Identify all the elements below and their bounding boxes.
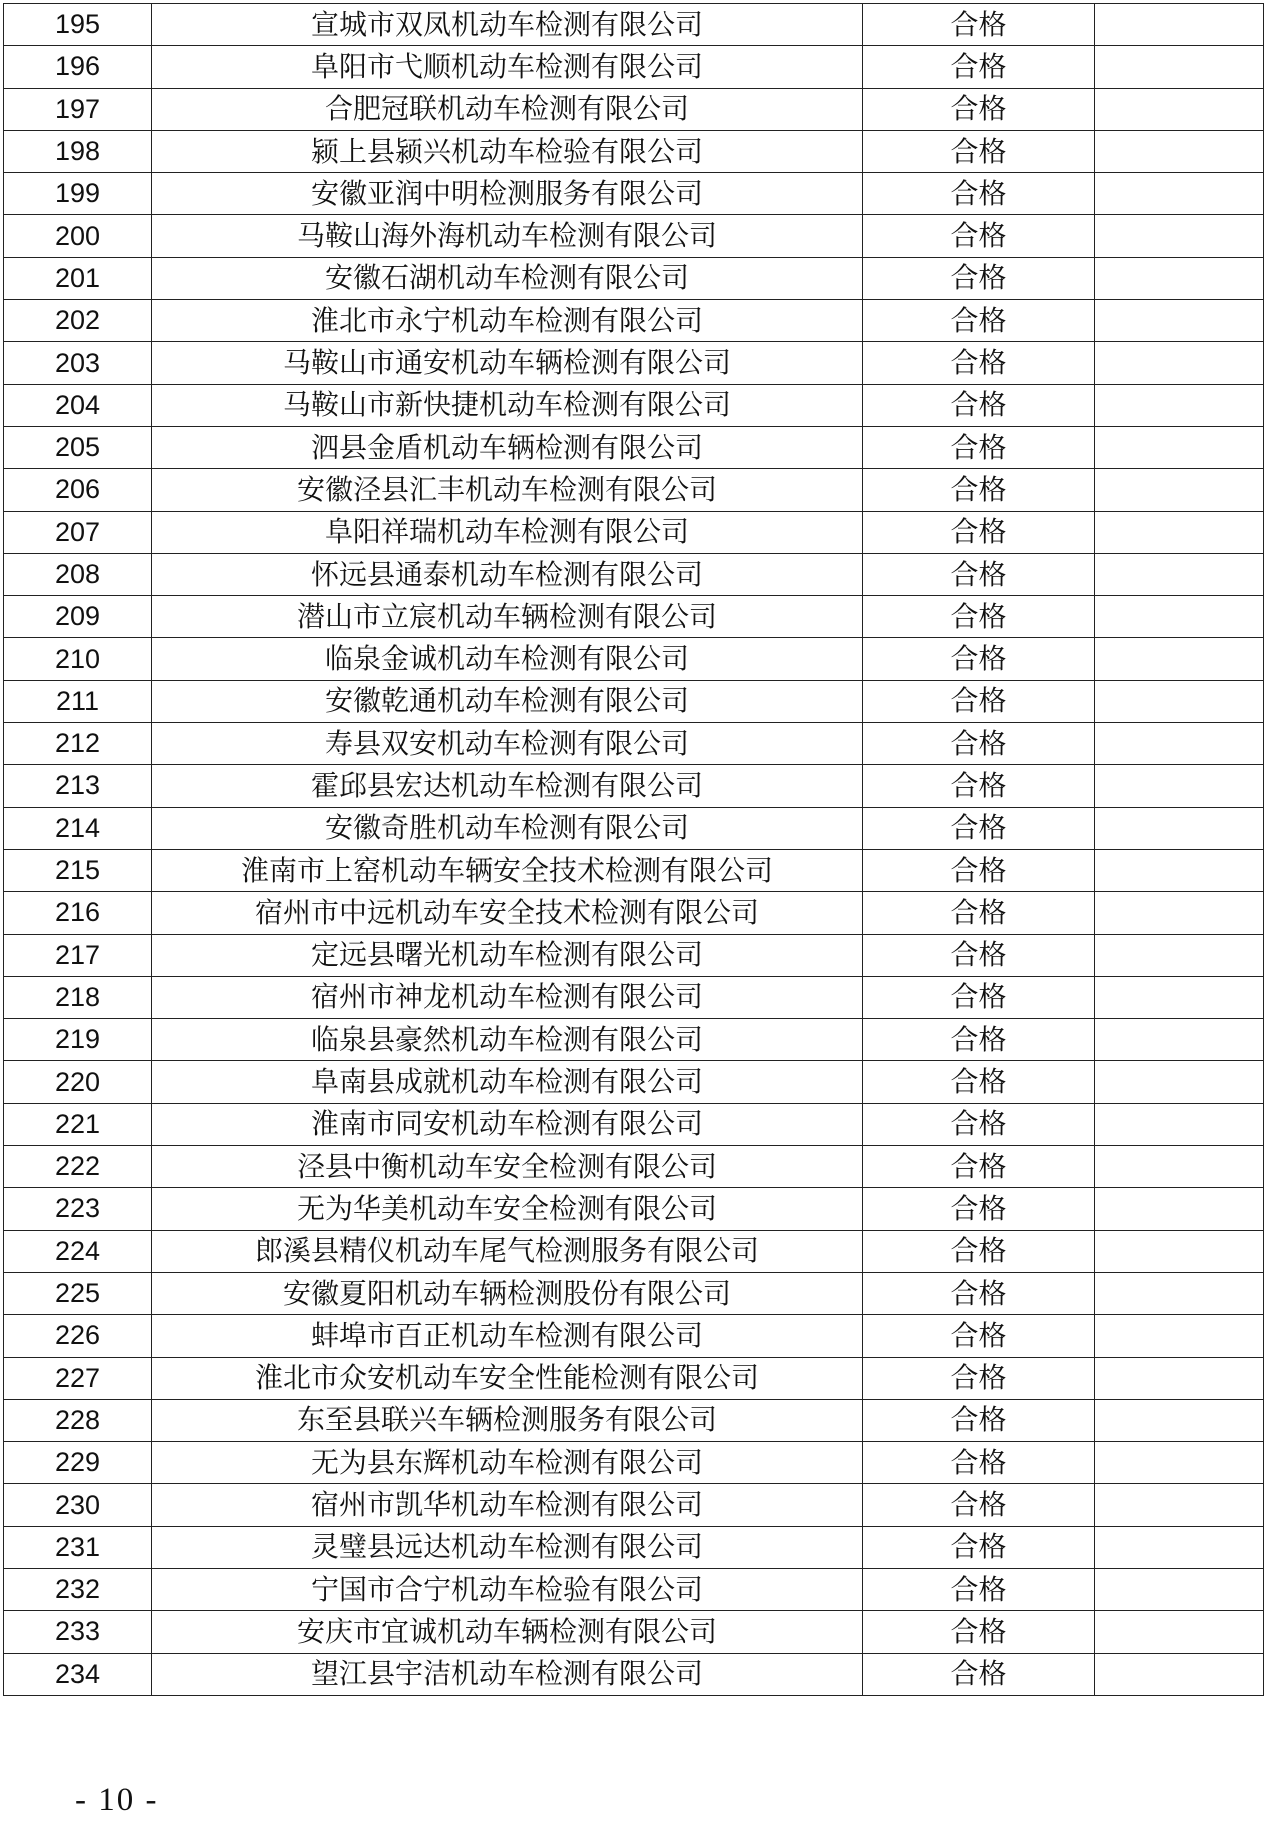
company-name-cell: 阜阳市弋顺机动车检测有限公司 [152,46,863,88]
remark-cell [1095,469,1264,511]
result-cell: 合格 [863,1611,1095,1653]
remark-cell [1095,1484,1264,1526]
result-cell: 合格 [863,257,1095,299]
serial-number-cell: 205 [4,426,152,468]
company-name-cell: 淮南市同安机动车检测有限公司 [152,1103,863,1145]
serial-number-cell: 220 [4,1061,152,1103]
serial-number-cell: 208 [4,553,152,595]
remark-cell [1095,1526,1264,1568]
remark-cell [1095,1230,1264,1272]
table-row [4,680,1264,722]
serial-number-cell: 209 [4,596,152,638]
serial-number-cell: 227 [4,1357,152,1399]
remark-cell [1095,1146,1264,1188]
serial-number-cell: 225 [4,1272,152,1314]
serial-number-cell: 198 [4,130,152,172]
result-cell: 合格 [863,426,1095,468]
company-name-cell: 安徽奇胜机动车检测有限公司 [152,807,863,849]
result-cell: 合格 [863,849,1095,891]
serial-number-cell: 228 [4,1399,152,1441]
result-cell: 合格 [863,46,1095,88]
company-name-cell: 霍邱县宏达机动车检测有限公司 [152,765,863,807]
serial-number-cell: 197 [4,88,152,130]
serial-number-cell: 233 [4,1611,152,1653]
remark-cell [1095,553,1264,595]
table-row [4,511,1264,553]
table-row [4,1442,1264,1484]
table-row [4,1272,1264,1314]
result-cell: 合格 [863,1568,1095,1610]
remark-cell [1095,384,1264,426]
remark-cell [1095,976,1264,1018]
table-row [4,1103,1264,1145]
result-cell: 合格 [863,1484,1095,1526]
remark-cell [1095,1272,1264,1314]
company-name-cell: 阜南县成就机动车检测有限公司 [152,1061,863,1103]
result-cell: 合格 [863,1230,1095,1272]
table-row [4,1146,1264,1188]
result-cell: 合格 [863,1442,1095,1484]
result-cell: 合格 [863,88,1095,130]
serial-number-cell: 223 [4,1188,152,1230]
remark-cell [1095,1442,1264,1484]
company-name-cell: 怀远县通泰机动车检测有限公司 [152,553,863,595]
company-name-cell: 泾县中衡机动车安全检测有限公司 [152,1146,863,1188]
remark-cell [1095,342,1264,384]
table-row [4,553,1264,595]
table-row [4,1061,1264,1103]
company-name-cell: 蚌埠市百正机动车检测有限公司 [152,1315,863,1357]
table-row [4,173,1264,215]
company-name-cell: 临泉县豪然机动车检测有限公司 [152,1019,863,1061]
result-cell: 合格 [863,638,1095,680]
company-name-cell: 潜山市立宸机动车辆检测有限公司 [152,596,863,638]
serial-number-cell: 202 [4,300,152,342]
company-name-cell: 郎溪县精仪机动车尾气检测服务有限公司 [152,1230,863,1272]
table-row [4,1568,1264,1610]
result-cell: 合格 [863,596,1095,638]
table-row [4,934,1264,976]
table-row [4,1188,1264,1230]
table-row [4,426,1264,468]
inspection-results-table [3,3,1264,1696]
serial-number-cell: 232 [4,1568,152,1610]
result-cell: 合格 [863,173,1095,215]
result-cell: 合格 [863,892,1095,934]
company-name-cell: 无为华美机动车安全检测有限公司 [152,1188,863,1230]
result-cell: 合格 [863,765,1095,807]
company-name-cell: 宿州市中远机动车安全技术检测有限公司 [152,892,863,934]
company-name-cell: 合肥冠联机动车检测有限公司 [152,88,863,130]
table-row [4,1611,1264,1653]
company-name-cell: 马鞍山海外海机动车检测有限公司 [152,215,863,257]
serial-number-cell: 231 [4,1526,152,1568]
result-cell: 合格 [863,1061,1095,1103]
table-row [4,892,1264,934]
serial-number-cell: 226 [4,1315,152,1357]
serial-number-cell: 212 [4,723,152,765]
company-name-cell: 安庆市宜诚机动车辆检测有限公司 [152,1611,863,1653]
serial-number-cell: 222 [4,1146,152,1188]
company-name-cell: 安徽泾县汇丰机动车检测有限公司 [152,469,863,511]
company-name-cell: 泗县金盾机动车辆检测有限公司 [152,426,863,468]
result-cell: 合格 [863,1526,1095,1568]
remark-cell [1095,807,1264,849]
table-row [4,469,1264,511]
serial-number-cell: 229 [4,1442,152,1484]
remark-cell [1095,511,1264,553]
result-cell: 合格 [863,807,1095,849]
remark-cell [1095,1188,1264,1230]
serial-number-cell: 204 [4,384,152,426]
serial-number-cell: 196 [4,46,152,88]
table-row [4,88,1264,130]
remark-cell [1095,1399,1264,1441]
remark-cell [1095,596,1264,638]
result-cell: 合格 [863,1019,1095,1061]
result-cell: 合格 [863,1399,1095,1441]
result-cell: 合格 [863,1188,1095,1230]
table-row [4,638,1264,680]
table-row [4,300,1264,342]
company-name-cell: 淮北市永宁机动车检测有限公司 [152,300,863,342]
table-row [4,1526,1264,1568]
result-cell: 合格 [863,511,1095,553]
table-row [4,1357,1264,1399]
table-row [4,1230,1264,1272]
remark-cell [1095,4,1264,46]
table-row [4,130,1264,172]
remark-cell [1095,1653,1264,1695]
company-name-cell: 灵璧县远达机动车检测有限公司 [152,1526,863,1568]
result-cell: 合格 [863,215,1095,257]
result-cell: 合格 [863,300,1095,342]
table-row [4,1399,1264,1441]
remark-cell [1095,1103,1264,1145]
table-row [4,1653,1264,1695]
company-name-cell: 马鞍山市新快捷机动车检测有限公司 [152,384,863,426]
table-row [4,215,1264,257]
table-row [4,849,1264,891]
company-name-cell: 安徽亚润中明检测服务有限公司 [152,173,863,215]
table-row [4,384,1264,426]
result-cell: 合格 [863,934,1095,976]
result-cell: 合格 [863,1357,1095,1399]
remark-cell [1095,173,1264,215]
remark-cell [1095,1061,1264,1103]
company-name-cell: 阜阳祥瑞机动车检测有限公司 [152,511,863,553]
result-cell: 合格 [863,680,1095,722]
serial-number-cell: 199 [4,173,152,215]
page-number: - 10 - [75,1782,159,1818]
table-body [4,4,1264,1696]
remark-cell [1095,765,1264,807]
remark-cell [1095,892,1264,934]
company-name-cell: 安徽夏阳机动车辆检测股份有限公司 [152,1272,863,1314]
result-cell: 合格 [863,1103,1095,1145]
remark-cell [1095,680,1264,722]
result-cell: 合格 [863,1315,1095,1357]
serial-number-cell: 201 [4,257,152,299]
result-cell: 合格 [863,553,1095,595]
company-name-cell: 寿县双安机动车检测有限公司 [152,723,863,765]
serial-number-cell: 215 [4,849,152,891]
result-cell: 合格 [863,1653,1095,1695]
table-row [4,807,1264,849]
company-name-cell: 淮南市上窑机动车辆安全技术检测有限公司 [152,849,863,891]
remark-cell [1095,1357,1264,1399]
result-cell: 合格 [863,4,1095,46]
serial-number-cell: 218 [4,976,152,1018]
remark-cell [1095,215,1264,257]
table-row [4,257,1264,299]
serial-number-cell: 207 [4,511,152,553]
company-name-cell: 临泉金诚机动车检测有限公司 [152,638,863,680]
table-row [4,976,1264,1018]
serial-number-cell: 195 [4,4,152,46]
company-name-cell: 宿州市凯华机动车检测有限公司 [152,1484,863,1526]
table-row [4,723,1264,765]
remark-cell [1095,1019,1264,1061]
remark-cell [1095,300,1264,342]
serial-number-cell: 234 [4,1653,152,1695]
remark-cell [1095,1568,1264,1610]
remark-cell [1095,257,1264,299]
remark-cell [1095,723,1264,765]
serial-number-cell: 213 [4,765,152,807]
serial-number-cell: 230 [4,1484,152,1526]
result-cell: 合格 [863,384,1095,426]
remark-cell [1095,849,1264,891]
table-row [4,596,1264,638]
serial-number-cell: 211 [4,680,152,722]
result-cell: 合格 [863,1272,1095,1314]
serial-number-cell: 221 [4,1103,152,1145]
table-row [4,46,1264,88]
remark-cell [1095,46,1264,88]
table-row [4,1484,1264,1526]
result-cell: 合格 [863,342,1095,384]
company-name-cell: 安徽乾通机动车检测有限公司 [152,680,863,722]
remark-cell [1095,1315,1264,1357]
company-name-cell: 颍上县颍兴机动车检验有限公司 [152,130,863,172]
remark-cell [1095,88,1264,130]
remark-cell [1095,1611,1264,1653]
company-name-cell: 无为县东辉机动车检测有限公司 [152,1442,863,1484]
company-name-cell: 东至县联兴车辆检测服务有限公司 [152,1399,863,1441]
company-name-cell: 宣城市双凤机动车检测有限公司 [152,4,863,46]
serial-number-cell: 210 [4,638,152,680]
remark-cell [1095,426,1264,468]
remark-cell [1095,638,1264,680]
company-name-cell: 宿州市神龙机动车检测有限公司 [152,976,863,1018]
company-name-cell: 安徽石湖机动车检测有限公司 [152,257,863,299]
company-name-cell: 马鞍山市通安机动车辆检测有限公司 [152,342,863,384]
table-row [4,342,1264,384]
table-row [4,1315,1264,1357]
serial-number-cell: 224 [4,1230,152,1272]
result-cell: 合格 [863,1146,1095,1188]
serial-number-cell: 217 [4,934,152,976]
company-name-cell: 望江县宇洁机动车检测有限公司 [152,1653,863,1695]
serial-number-cell: 203 [4,342,152,384]
table-row [4,4,1264,46]
result-cell: 合格 [863,130,1095,172]
result-cell: 合格 [863,976,1095,1018]
company-name-cell: 定远县曙光机动车检测有限公司 [152,934,863,976]
table-row [4,1019,1264,1061]
results-table-container [3,3,1263,1696]
serial-number-cell: 214 [4,807,152,849]
serial-number-cell: 216 [4,892,152,934]
company-name-cell: 淮北市众安机动车安全性能检测有限公司 [152,1357,863,1399]
serial-number-cell: 200 [4,215,152,257]
result-cell: 合格 [863,469,1095,511]
serial-number-cell: 219 [4,1019,152,1061]
serial-number-cell: 206 [4,469,152,511]
result-cell: 合格 [863,723,1095,765]
table-row [4,765,1264,807]
remark-cell [1095,934,1264,976]
remark-cell [1095,130,1264,172]
company-name-cell: 宁国市合宁机动车检验有限公司 [152,1568,863,1610]
